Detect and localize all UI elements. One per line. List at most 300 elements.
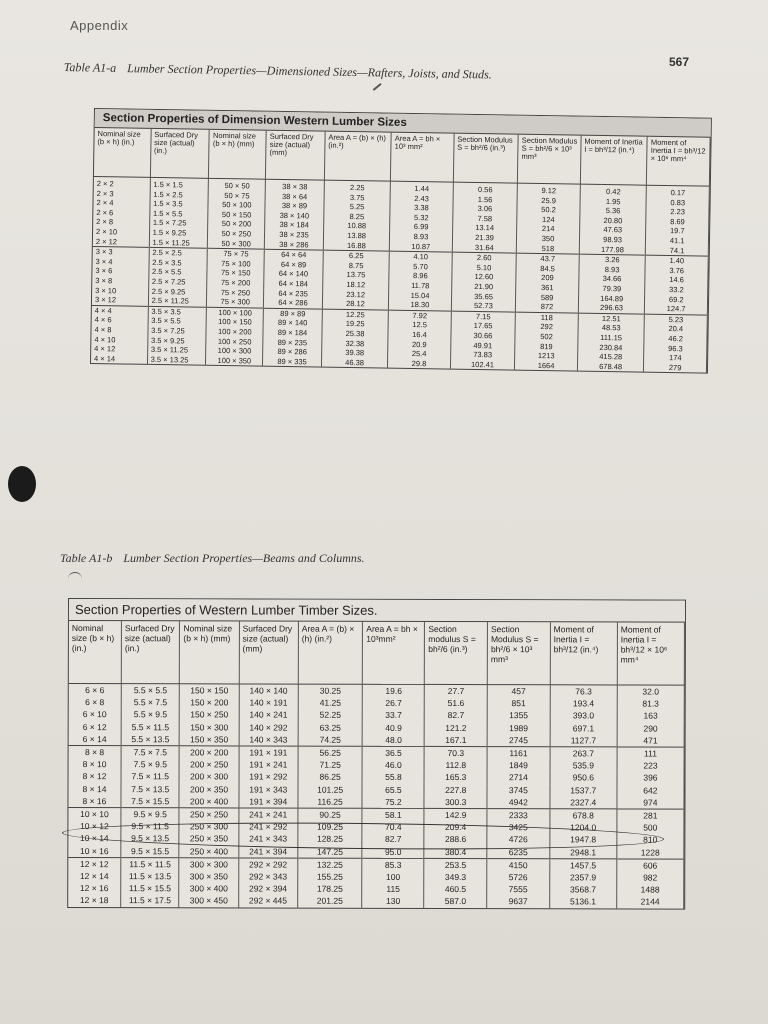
table-cell: 361 [516, 283, 579, 294]
table-cell: 75 × 75 [208, 248, 265, 259]
table-cell: 253.5 [424, 858, 487, 871]
table-cell: 124.7 [645, 304, 708, 315]
table-cell: 200 × 400 [179, 795, 238, 808]
table-cell: 241 × 241 [239, 808, 298, 821]
table-cell: 11.5 × 15.5 [121, 882, 180, 894]
table-cell: 2.5 × 9.25 [148, 286, 207, 297]
table-cell: 5.5 × 9.5 [121, 709, 180, 721]
table-cell: 177.98 [579, 244, 646, 255]
table-cell: 31.64 [452, 242, 517, 253]
table-cell: 64 × 64 [264, 249, 323, 260]
table-cell: 12.25 [322, 309, 389, 320]
table-cell: 48.53 [578, 323, 645, 334]
table-cell: 471 [617, 734, 684, 747]
table-cell: 98.93 [579, 235, 646, 246]
table-cell: 15.04 [389, 290, 452, 301]
table-cell: 100 × 250 [206, 336, 263, 346]
table-cell: 3.5 × 3.5 [148, 306, 207, 317]
table-cell: 2.5 × 2.5 [149, 248, 208, 259]
table-cell: 75 × 100 [207, 259, 264, 269]
table-cell: 75 × 200 [207, 278, 264, 288]
table-cell: 38 × 235 [265, 230, 324, 241]
table-cell: 89 × 235 [263, 337, 322, 348]
table-cell: 14.6 [645, 275, 708, 286]
table-cell: 5.23 [645, 314, 708, 325]
table-cell: 27.7 [425, 684, 488, 697]
table-cell: 11.5 × 13.5 [121, 870, 180, 882]
table-cell: 75 × 300 [207, 297, 264, 308]
table-cell: 3.76 [645, 265, 708, 276]
table-cell: 73.83 [450, 350, 515, 361]
table-cell: 5.5 × 13.5 [121, 733, 180, 746]
table-cell: 2745 [487, 734, 550, 747]
table-cell: 5.5 × 5.5 [121, 684, 180, 697]
table-cell: 3 × 10 [92, 286, 148, 296]
table-cell: 5.5 × 11.5 [121, 721, 180, 733]
table-cell: 128.25 [298, 833, 363, 845]
table-cell: 1849 [487, 759, 550, 771]
table-cell: 6235 [487, 846, 550, 859]
table-cell: 116.25 [298, 795, 363, 808]
table-cell: 1228 [617, 846, 684, 859]
table-cell: 279 [644, 362, 707, 373]
table-cell: 76.3 [550, 685, 617, 698]
table-cell: 4 × 12 [91, 344, 147, 354]
table-cell: 58.1 [362, 808, 424, 821]
table-cell: 118 [515, 312, 578, 323]
table-cell: 0.17 [647, 185, 710, 198]
table-cell: 292 × 292 [238, 858, 297, 871]
table-cell: 47.63 [579, 225, 646, 236]
table-cell: 191 × 191 [239, 746, 298, 759]
table-cell: 241 × 292 [239, 821, 298, 833]
table-cell: 5.10 [452, 262, 517, 273]
column-header: Moment of Inertia I = bh³/12 × 10⁶ mm⁴ [647, 137, 710, 186]
table-cell: 12.60 [452, 272, 517, 283]
table-cell: 5726 [487, 871, 550, 883]
table-cell: 21.90 [451, 282, 516, 293]
table-cell: 90.25 [298, 808, 363, 821]
table-cell: 1457.5 [550, 859, 617, 872]
table-cell: 71.25 [298, 759, 363, 771]
table-cell: 0.42 [580, 184, 647, 197]
table-cell: 1664 [515, 360, 578, 371]
table-cell: 50 × 150 [208, 210, 265, 220]
table-cell: 3.06 [453, 204, 518, 215]
table-cell: 191 × 394 [239, 795, 298, 808]
table-cell: 163 [617, 710, 684, 722]
table-cell: 191 × 241 [239, 759, 298, 771]
table-cell: 79.39 [579, 284, 646, 295]
table-cell: 29.8 [388, 358, 451, 369]
table-cell: 8.93 [390, 232, 453, 243]
table-cell: 50 × 100 [208, 200, 265, 210]
column-header: Surfaced Dry size (actual) (mm) [239, 621, 298, 684]
table-cell: 18.12 [323, 280, 390, 291]
table-cell: 34.66 [579, 274, 646, 285]
table-cell: 9.12 [517, 183, 580, 196]
table-cell: 10 × 14 [68, 832, 121, 844]
table-cell: 3 × 6 [92, 266, 148, 276]
table-cell: 38 × 184 [265, 220, 324, 231]
table-cell: 230.84 [578, 342, 645, 353]
table-cell: 132.25 [298, 858, 363, 871]
table-cell: 18.30 [389, 300, 452, 311]
table-cell: 8.93 [579, 264, 646, 275]
caption-text: Lumber Section Properties—Beams and Columns. [123, 551, 365, 565]
table-cell: 89 × 89 [263, 308, 322, 319]
page-number: 567 [669, 55, 690, 69]
table-cell: 19.25 [322, 319, 389, 330]
table-dimension-lumber [90, 108, 712, 374]
column-header: Area A = (b) × (h) (in.²) [324, 132, 391, 182]
table-cell: 142.9 [424, 808, 487, 821]
table-cell: 49.91 [450, 340, 515, 351]
table-cell: 2333 [487, 809, 550, 822]
appendix-header: Appendix [70, 18, 129, 33]
column-header: Surfaced Dry size (actual) (in.) [121, 621, 180, 684]
table-cell: 6 × 6 [69, 684, 122, 697]
pen-mark [373, 83, 382, 91]
table-cell: 2144 [617, 896, 684, 908]
column-header: Moment of Inertia I = bh³/12 (in.⁴) [550, 622, 617, 685]
table-cell: 380.4 [424, 846, 487, 859]
table-cell: 3.26 [579, 254, 646, 265]
caption-label: Table A1-b [60, 551, 113, 565]
table-cell: 38 × 140 [265, 210, 324, 221]
table-cell: 6.25 [323, 250, 390, 261]
table-cell: 10 × 16 [68, 845, 121, 858]
column-header: Surfaced Dry size (actual) (mm) [266, 131, 325, 180]
table-cell: 6.99 [390, 222, 453, 233]
table-cell: 0.83 [646, 197, 709, 208]
table-cell: 13.75 [323, 270, 390, 281]
table-cell: 1204.0 [550, 821, 617, 833]
table-cell: 4 × 10 [91, 334, 147, 344]
column-header: Area A = bh × 10³mm² [363, 622, 425, 685]
table-cell: 178.25 [298, 883, 363, 895]
table-cell: 6 × 14 [69, 733, 122, 746]
table-cell: 851 [487, 697, 550, 709]
table-cell: 250 × 250 [179, 808, 238, 821]
table-cell: 3425 [487, 821, 550, 833]
table-cell: 250 × 350 [179, 833, 238, 845]
table-cell: 130 [362, 895, 424, 907]
table-cell: 12 × 14 [68, 870, 121, 882]
table-cell: 75.2 [362, 796, 424, 809]
table-cell: 165.3 [424, 771, 487, 783]
table-cell: 100 × 350 [206, 355, 263, 365]
table-cell: 300 × 450 [179, 895, 238, 907]
table-cell: 33.2 [645, 285, 708, 296]
table-cell: 147.25 [298, 845, 363, 858]
table-cell: 7.58 [452, 213, 517, 224]
binder-hole [8, 466, 36, 502]
table-cell: 415.28 [577, 352, 644, 363]
table-cell: 164.89 [578, 293, 645, 304]
table-cell: 11.78 [389, 281, 452, 292]
table-cell: 70.3 [425, 746, 488, 759]
table-cell: 3.5 × 5.5 [148, 316, 207, 327]
table-cell: 193.4 [550, 697, 617, 709]
table-cell: 13.88 [323, 231, 390, 242]
table-cell: 5.25 [324, 202, 391, 213]
table-cell: 518 [517, 243, 580, 254]
table-cell: 26.7 [363, 697, 425, 709]
column-header: Surfaced Dry size (actual) (in.) [150, 129, 210, 178]
table-cell: 69.2 [645, 294, 708, 305]
table-cell: 64 × 184 [264, 279, 323, 290]
table-cell: 393.0 [550, 710, 617, 722]
table-cell: 2.5 × 7.25 [148, 277, 207, 288]
table-cell: 678.8 [550, 809, 617, 822]
table-cell: 4 × 14 [91, 354, 147, 364]
table-cell: 5.32 [390, 212, 453, 223]
table-cell: 300 × 350 [179, 870, 238, 882]
table-cell: 12.51 [578, 313, 645, 324]
table-cell: 2714 [487, 772, 550, 784]
table-cell: 8 × 12 [69, 770, 122, 782]
table-cell: 167.1 [425, 734, 488, 747]
table-cell: 19.7 [646, 226, 709, 237]
table-cell: 1161 [487, 747, 550, 760]
table-cell: 1127.7 [550, 734, 617, 747]
table-cell: 4 × 8 [91, 325, 147, 335]
table-cell: 227.8 [424, 784, 487, 796]
table-cell: 33.7 [363, 709, 425, 721]
table-cell: 12.5 [388, 320, 451, 331]
column-header: Section Modulus S = bh²/6 × 10³ mm³ [518, 135, 581, 184]
table-cell: 191 × 292 [239, 771, 298, 783]
table-cell: 1.5 × 1.5 [150, 177, 209, 190]
table-cell: 10 × 12 [68, 820, 121, 832]
table-cell: 7.92 [388, 310, 451, 321]
table-cell: 7.5 × 15.5 [121, 795, 180, 808]
table-cell: 95.0 [362, 845, 424, 858]
table-cell: 101.25 [298, 783, 363, 795]
table-cell: 1.5 × 11.25 [149, 237, 208, 248]
table-cell: 2.5 × 5.5 [149, 267, 208, 278]
table-cell: 19.6 [363, 684, 425, 697]
column-header: Moment of Inertia I = bh³/12 × 10⁶ mm⁴ [617, 622, 684, 685]
table-cell: 35.65 [451, 291, 516, 302]
table-cell: 7.5 × 13.5 [121, 783, 180, 795]
table-cell: 281 [617, 809, 684, 822]
table-cell: 10.88 [323, 221, 390, 232]
table-cell: 292 × 343 [238, 870, 297, 882]
table-cell: 2.5 × 11.25 [148, 296, 207, 307]
table-cell: 40.9 [363, 721, 425, 733]
table-cell: 63.25 [298, 721, 363, 733]
table-cell: 0.56 [453, 182, 518, 195]
table-cell: 55.8 [362, 771, 424, 783]
table-cell: 3.38 [390, 203, 453, 214]
table-cell: 589 [516, 292, 579, 303]
table-cell: 2 × 10 [93, 227, 149, 237]
table-cell: 290 [617, 722, 684, 734]
table-cell: 4942 [487, 796, 550, 809]
table-cell: 11.5 × 17.5 [121, 895, 180, 907]
table-cell: 810 [617, 834, 684, 846]
table-cell: 36.5 [362, 746, 424, 759]
caption-label: Table A1-a [63, 60, 117, 75]
table-cell: 3.5 × 13.25 [147, 355, 206, 366]
table-cell: 606 [617, 859, 684, 872]
table-cell: 300 × 300 [179, 858, 238, 871]
table-cell: 502 [515, 332, 578, 343]
table-cell: 100 × 300 [206, 346, 263, 356]
table-cell: 2.43 [390, 193, 453, 204]
table-cell: 587.0 [424, 895, 487, 907]
table-cell: 150 × 300 [180, 721, 239, 733]
table-cell: 1.5 × 3.5 [150, 199, 209, 210]
table-cell: 2948.1 [550, 846, 617, 859]
table-cell: 3 × 8 [92, 276, 148, 286]
table-cell: 12 × 16 [68, 882, 121, 894]
table-cell: 50 × 75 [209, 190, 266, 200]
table-cell: 4 × 4 [92, 305, 148, 316]
column-header: Area A = (b) × (h) (in.²) [298, 622, 363, 685]
table-cell: 50 × 200 [208, 219, 265, 229]
table-cell: 23.12 [322, 289, 389, 300]
table-cell: 9.5 × 11.5 [121, 820, 180, 832]
table-cell: 12 × 12 [68, 857, 121, 870]
table-cell: 140 × 292 [239, 721, 298, 733]
table-cell: 2 × 8 [93, 217, 149, 227]
table-cell: 250 × 400 [179, 845, 238, 858]
table-cell: 13.14 [452, 223, 517, 234]
column-header: Section Modulus S = bh²/6 × 10³ mm³ [487, 622, 550, 685]
table-cell: 41.1 [646, 236, 709, 247]
table-cell: 50 × 50 [209, 178, 266, 191]
table-cell: 100 × 200 [206, 327, 263, 337]
table-title: Section Properties of Dimension Western Lumber Sizes [95, 109, 711, 138]
table-cell: 96.3 [644, 343, 707, 354]
table-cell: 5.36 [580, 206, 647, 217]
column-header: Section modulus S = bh²/6 (in.³) [425, 622, 488, 685]
table-cell: 3 × 4 [93, 257, 149, 267]
table-cell: 2327.4 [550, 796, 617, 809]
table-cell: 64 × 89 [264, 259, 323, 270]
table-cell: 8 × 14 [68, 783, 121, 795]
table-row [69, 770, 685, 784]
table-cell: 100 × 150 [207, 317, 264, 327]
table-cell: 2 × 3 [94, 189, 150, 199]
table-cell: 2 × 6 [93, 208, 149, 218]
table-cell: 89 × 140 [263, 318, 322, 329]
table-cell: 38 × 64 [265, 191, 324, 202]
table-row [68, 795, 684, 809]
table-cell: 8.69 [646, 216, 709, 227]
table-cell: 74.1 [646, 245, 709, 256]
table-cell: 1.44 [390, 181, 453, 194]
table-cell: 89 × 286 [263, 347, 322, 358]
table-cell: 7555 [487, 883, 550, 895]
table-cell: 115 [362, 883, 424, 895]
table-cell: 2357.9 [549, 871, 616, 883]
table-cell: 75 × 150 [207, 268, 264, 278]
table-cell: 109.25 [298, 821, 363, 833]
table-cell: 39.38 [321, 348, 388, 359]
table-cell: 296.63 [578, 303, 645, 314]
table-cell: 292 × 394 [238, 883, 297, 895]
table-cell: 2.23 [646, 207, 709, 218]
table-cell: 38 × 89 [265, 201, 324, 212]
table-cell: 1.5 × 9.25 [149, 228, 208, 239]
table-cell: 124 [517, 214, 580, 225]
table-cell: 6 × 8 [69, 696, 122, 708]
table-row [68, 894, 684, 908]
table-cell: 288.6 [424, 833, 487, 845]
table-cell: 982 [617, 871, 684, 883]
table-cell: 89 × 335 [263, 356, 322, 367]
table-cell: 2 × 2 [94, 177, 150, 190]
table-cell: 241 × 343 [239, 833, 298, 845]
table-cell: 535.9 [550, 759, 617, 771]
table-cell: 5136.1 [549, 896, 616, 908]
table-cell: 50 × 300 [208, 238, 265, 249]
table-cell: 2.5 × 3.5 [149, 258, 208, 269]
table-cell: 460.5 [424, 883, 487, 895]
table-cell: 2.60 [452, 252, 517, 263]
table-cell: 3.75 [324, 192, 391, 203]
table-cell: 174 [644, 353, 707, 364]
table-cell: 6 × 10 [69, 708, 122, 720]
table-cell: 10 × 10 [68, 808, 121, 821]
table-cell: 150 × 250 [180, 709, 239, 721]
table-cell: 5.5 × 7.5 [121, 696, 180, 708]
table-cell: 52.73 [451, 301, 516, 312]
table-cell: 642 [617, 784, 684, 796]
table-cell: 2.25 [324, 180, 391, 193]
table-cell: 30.66 [451, 331, 516, 342]
table-cell: 7.5 × 11.5 [121, 771, 180, 783]
table-cell: 25.9 [517, 195, 580, 206]
table-row [69, 708, 685, 722]
table-cell: 111.15 [578, 333, 645, 344]
table-cell: 191 × 343 [239, 783, 298, 795]
table-cell: 4 × 6 [92, 315, 148, 325]
table-cell: 8 × 16 [68, 795, 121, 808]
table-cell: 678.48 [577, 361, 644, 372]
table-cell: 111 [617, 747, 684, 760]
table-cell: 38 × 38 [265, 179, 324, 192]
column-header: Nominal size (b × h) (in.) [69, 621, 122, 684]
table-cell: 140 × 241 [239, 709, 298, 721]
caption-text: Lumber Section Properties—Dimensioned Sizes—Rafters, Joists, and Studs. [127, 61, 492, 82]
pen-mark [68, 572, 82, 581]
table-cell: 50.2 [517, 205, 580, 216]
table-cell: 140 × 343 [239, 733, 298, 746]
table-cell: 121.2 [425, 722, 488, 734]
table-cell: 292 × 445 [238, 895, 297, 907]
table-cell: 89 × 184 [263, 328, 322, 339]
table-cell: 155.25 [298, 871, 363, 883]
table-cell: 8 × 8 [69, 746, 122, 759]
table-cell: 30.25 [298, 684, 363, 697]
column-header: Area A = bh × 10³ mm² [391, 133, 454, 182]
table-cell: 4.10 [389, 251, 452, 262]
table-cell: 81.3 [617, 698, 684, 710]
table-cell: 46.2 [644, 334, 707, 345]
table-cell: 396 [617, 772, 684, 784]
table-cell: 1947.8 [550, 834, 617, 846]
table-cell: 200 × 200 [180, 746, 239, 759]
table-cell: 9.5 × 9.5 [121, 808, 180, 821]
table-cell: 209.4 [424, 821, 487, 833]
table-title: Section Properties of Western Lumber Timber Sizes. [69, 599, 685, 623]
table-cell: 140 × 140 [239, 684, 298, 697]
